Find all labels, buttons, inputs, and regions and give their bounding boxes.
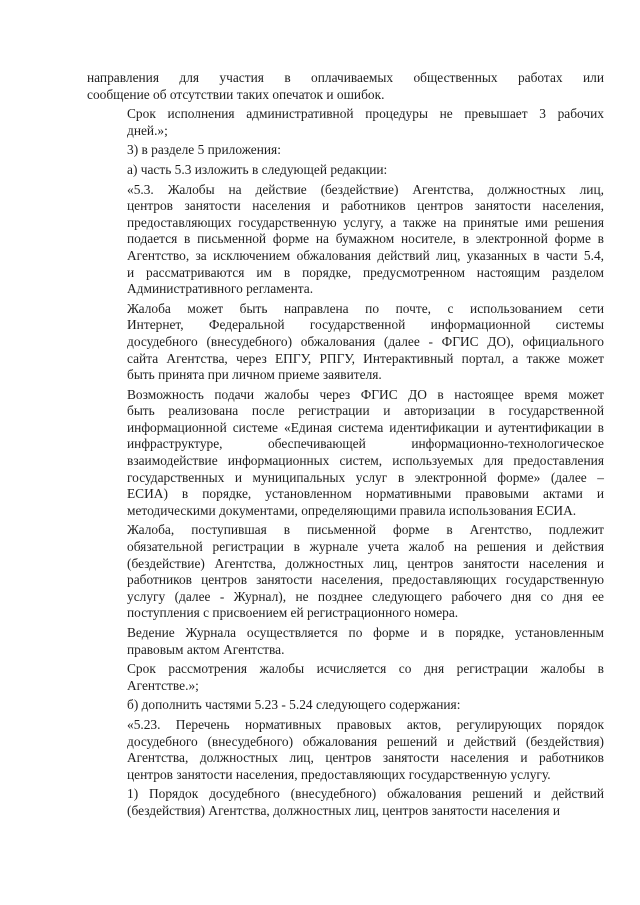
text-line: «5.23. Перечень нормативных правовых актов, регулирующих порядок [127, 716, 604, 732]
text-line: сайта Агентства, через ЕПГУ, РПГУ, Интерактивный портал, а также может [127, 350, 604, 366]
text-line: поступления с присвоением ей регистрационного номера. [127, 605, 459, 621]
text-line: Жалоба может быть направлена по почте, с использованием сети [127, 300, 604, 316]
paragraph [87, 162, 604, 179]
text-line: работников центров занятости населения, предоставляющих государственную [127, 572, 604, 588]
text-line: Агентства, должностных лиц, центров занятости населения и работников [127, 750, 604, 766]
text-line: 3) в разделе 5 приложения: [127, 142, 281, 158]
paragraph [87, 522, 604, 622]
paragraph [87, 142, 604, 159]
text-line: «5.3. Жалобы на действие (бездействие) Агентства, должностных лиц, [127, 181, 604, 197]
text-line: досудебного (внесудебного) обжалования решений и действий (бездействия) [127, 733, 604, 749]
text-line: б) дополнить частями 5.23 - 5.24 следующего содержания: [127, 697, 461, 713]
document-body [87, 70, 604, 820]
text-line: дней.»; [127, 122, 168, 138]
text-line: Срок рассмотрения жалобы исчисляется со дня регистрации жалобы в [127, 661, 604, 677]
paragraph [87, 106, 604, 139]
paragraph [87, 697, 604, 714]
text-line: правовым актом Агентства. [127, 641, 285, 657]
text-line: методическими документами, определяющими правила использования ЕСИА. [127, 502, 577, 518]
text-line: инфраструктуре, обеспечивающей информационно-технологическое [127, 436, 604, 452]
text-line: (бездействия) Агентства, должностных лиц, центров занятости населения и [127, 802, 560, 818]
paragraph [87, 786, 604, 819]
text-line: сообщение об отсутствии таких опечаток и ошибок. [87, 86, 385, 102]
paragraph [87, 70, 604, 103]
text-line: быть реализована после регистрации и авторизации в государственной [127, 403, 604, 419]
text-line: ЕСИА) в порядке, установленном нормативными правовыми актами и [127, 486, 604, 502]
text-line: Срок исполнения административной процедуры не превышает 3 рабочих [127, 106, 604, 122]
text-line: Агентстве.»; [127, 677, 199, 693]
text-line: центров занятости населения и работников центров занятости населения, [127, 198, 604, 214]
text-line: услугу (далее - Журнал), не позднее следующего рабочего дня со дня ее [127, 588, 604, 604]
paragraph [87, 661, 604, 694]
text-line: Жалоба, поступившая в письменной форме в Агентство, подлежит [127, 522, 604, 538]
text-line: а) часть 5.3 изложить в следующей редакции: [127, 161, 388, 177]
text-line: предоставляющих государственную услугу, а также на принятые ими решения [127, 214, 604, 230]
text-line: государственных и муниципальных услуг в электронной форме» (далее – [127, 469, 604, 485]
text-line: досудебного (внесудебного) обжалования (далее - ФГИС ДО), официального [127, 333, 604, 349]
paragraph [87, 387, 604, 520]
text-line: (бездействие) Агентства, должностных лиц, центров занятости населения и [127, 555, 604, 571]
text-line: 1) Порядок досудебного (внесудебного) обжалования решений и действий [127, 786, 604, 802]
text-line: информационной системе «Единая система идентификации и аутентификации в [127, 419, 604, 435]
text-line: Агентство, за исключением обжалования действий лиц, указанных в части 5.4, [127, 247, 604, 263]
text-line: Интернет, Федеральной государственной информационной системы [127, 317, 604, 333]
text-line: центров занятости населения, предоставляющих государственную услугу. [127, 766, 551, 782]
text-line: Возможность подачи жалобы через ФГИС ДО в настоящее время может [127, 386, 604, 402]
paragraph [87, 625, 604, 658]
text-line: и рассматриваются им в порядке, предусмотренном настоящим разделом [127, 264, 604, 280]
paragraph [87, 182, 604, 298]
paragraph [87, 717, 604, 783]
text-line: подается в письменной форме на бумажном носителе, в электронной форме в [127, 231, 604, 247]
text-line: обязательной регистрации в журнале учета жалоб на решения и действия [127, 539, 604, 555]
text-line: направления для участия в оплачиваемых общественных работах или [87, 70, 604, 85]
text-line: Административного регламента. [127, 281, 314, 297]
text-line: быть принята при личном приеме заявителя. [127, 367, 382, 383]
paragraph [87, 301, 604, 384]
text-line: взаимодействие информационных систем, используемых для предоставления [127, 453, 604, 469]
text-line: Ведение Журнала осуществляется по форме и в порядке, установленным [127, 625, 604, 640]
